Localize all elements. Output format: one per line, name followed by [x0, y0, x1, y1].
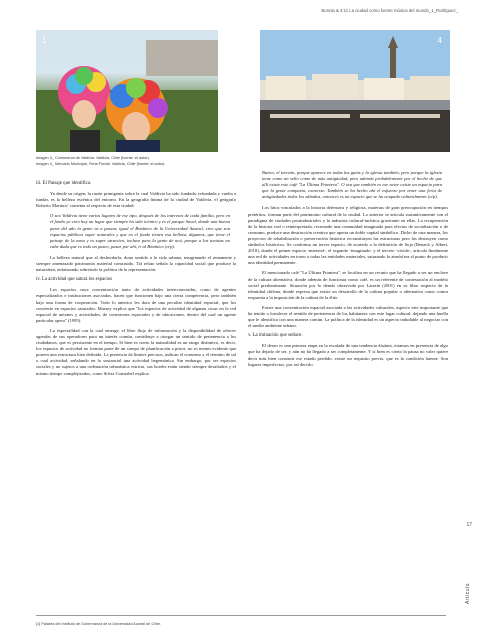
paragraph: El deseo es una primera etapa en la escalada de una tendencia distinta, estamos en presencia de algo que ha dejado de ser, y aún no ha llegado a ser completamente. Y si bien es cierto la pausa no valer quiere decir más bien construir ese estado perdido, existe un requisito previo, que es la condición latente. Son lugares imperfectos, por así decirlo.	[248, 343, 448, 367]
column-right	[248, 170, 448, 372]
side-label-text: Artículo	[465, 583, 471, 604]
footer-note: [1] Palabra del Instituto de Gobernanza de la Universidad Austral de Chile.	[36, 622, 162, 626]
page-number: 17	[466, 522, 472, 528]
paragraph: La especialidad con la cual emerge, el libre flujo de información y la disponibilidad de ofrecer agendas de sus operadores para un interés común, contribuye a otorgar un sentido de pertenencia a los ciudadanos, que es persistente en el tiempo. Si bien es cierto la naturalidad es un rango distintivo, es decir, los espacios de actividad no forman parte de un cuerpo de planificación a priori, no es menos evidente que poseen una estructura bien definida. La presencia de límites precisos, indican el consenso y el término de tal o cual actividad, señalando en lo sustancial una actividad hegemónica. Sin embargo, por ser espacios sociales y no sujetos a una ordenación urbanística estricta, sus bordes están siendo siempre desafiados y el mismo tiempo complejizados, como Silvia Constabel explica:	[36, 327, 236, 376]
image-captions	[36, 155, 256, 167]
photo-right-number: 4	[437, 36, 442, 45]
interview-quote: O sea Valdivia tiene varios lugares de ese tipo, después de los intereses de cada familia, pero en el fondo yo creo hay un lugar que siempre ha sido icónico y es el parque Saval, donde una buena parte del año la gente va a pasear, igual el Botánico de la Universidad Austral, creo que son espacios públicos super naturales y que en el fondo tienen esa belleza, digamos, que tiene el paisaje de la zona y es super atractivo, incluso para la gente de acá, porque a los turistas no cabe duda que es todo un paseo, pasar por ahí, ir al Botánico (o/p).	[50, 213, 230, 249]
footer-divider	[36, 615, 446, 616]
photo-left-number: 1	[42, 36, 47, 45]
section-heading-iminacion: v. La iminación que seduce.	[248, 333, 303, 339]
paragraph: La belleza natural que al desbordarla, dona sentido a la vida urbana, marginando el remanente y siempre amenazado patrimonio material construido. Tal relato señala la capacidad social que produce la naturaleza, enfatizando sobretodo la política de la representación.	[36, 254, 236, 273]
caption-2: Imagen 4_ Mercado Municipal, Feria Fluvial. Valdivia, Chile (fuente: el autor).	[36, 162, 166, 166]
section-heading-paisaje: iii. El Paisaje que identifica.	[36, 181, 92, 186]
paragraph: Los espacios cuya concentración tanto de actividades interconectadas, como de agentes especializados e instituciones asociadas, hacen que funcionen bajo una cierta competencia, pero también bajo una forma de cooperación. Todo lo anterior les dota de una peculiar identidad espacial, que los convierte en espacios saturados. Massey explica que "los espacios de actividad de algunas cosas en la red espacial de uniones y actividades, de conexiones espaciales y de ubicaciones, dentro del cual un agente particular opera" (1995).	[36, 287, 236, 323]
section-side-label	[464, 520, 474, 604]
photo-waterfront	[260, 30, 450, 152]
paragraph: Ya desde su origen, la razón primigenia sobre la cual Valdivia ha sido fundada, refundada y vuelta a fundar, es la belleza escénica del entorno. En la geografía íntima de la ciudad de Valdivia, el geógrafo Roberto Martinic' comenta al respecto de esta ciudad:	[36, 191, 236, 209]
running-header: Bonnia & 4:11 La ciudad como fuente música del mundo_1_Rodriguez_	[321, 8, 458, 13]
photo-waterfront-illustration	[260, 30, 450, 152]
interview-quote: Bueno, el torreón, porque aparece en todas las guías y la iglesia también, pero porque la iglesia tiene como un sello como de más antigüedad, pero además probablemente por el hecho de que allí existe este café "La Última Frontera". O sea que también es ese actor existe un espacio para que la gente comparta, converse. También se ha hecho ahí el esfuerzo por tener una feria de antigüedades todos los sábados, entonces es un espacio que se ha ocupado culturalmente (o/p).	[262, 170, 442, 200]
photo-clown-hats	[36, 30, 218, 152]
section-heading-actividad: iv. La actividad que satura los espacios	[36, 277, 113, 283]
photo-clown-hats-illustration	[36, 30, 218, 152]
column-left	[36, 178, 236, 381]
paragraph: El mencionado café "La Última Frontera", se localiza en un recinto que ha llegado a ser un enclave de la cultura alternativa, donde además de funcionar como café, es un referente de contestación al modelo social predominante. Situación por lo demás observada por Larraín (2001) en su libro respecto de la identidad chilena, donde expresa que existe un desarrollo de la cultura popular o alternativa como contra respuesta a la imposición de la cultura de la élite.	[248, 270, 448, 300]
paragraph: Los hitos vinculados a la historia defensiva y religiosa, materias de gran preocupación en tiempos pretéritos, forman parte del patrimonio cultural de la ciudad. Lo anterior se articula sustantivamente con el paradigma de ciudades postindustriales y la industria cultural-turística gravitante en ellas. La recuperación de la historia real o reinterpretada, recreando una comunidad imaginada para efectos de socialización o de consumo, produce una destrucción creativa que aporta un doble capital simbólico. Dicho de otra manera, los proyectos de rehabilitación o preservación histórica reconstituyen las estructuras pero las destruyen como símbolos históricos. Se conforma un tercer espacio, de acuerdo a la definición de Soja (Benach y Albert, 2010), donde el primer espacio -material-, el segundo -imaginado- y el tercero -vivido-, articula finalmente una red de actividades en torno a todas las entidades materiales, saturando la atmósfera al punto de producir una identidad permanente.	[248, 205, 448, 266]
paragraph: Existe una concentración espacial asociada a las actividades culturales, aspecto este importante que ha tenido a fortalecer el sentido de pertenencia de los habitantes con este lugar cultural, dejando una huella que le identifica con una manera común. La política de la identidad es un aspecto indudable al negociar con el medio ambiente urbano.	[248, 304, 448, 329]
caption-1: Imagen 3_ Comuneros de Valdivia. Valdivia, Chile (fuente: el autor).	[36, 156, 150, 160]
